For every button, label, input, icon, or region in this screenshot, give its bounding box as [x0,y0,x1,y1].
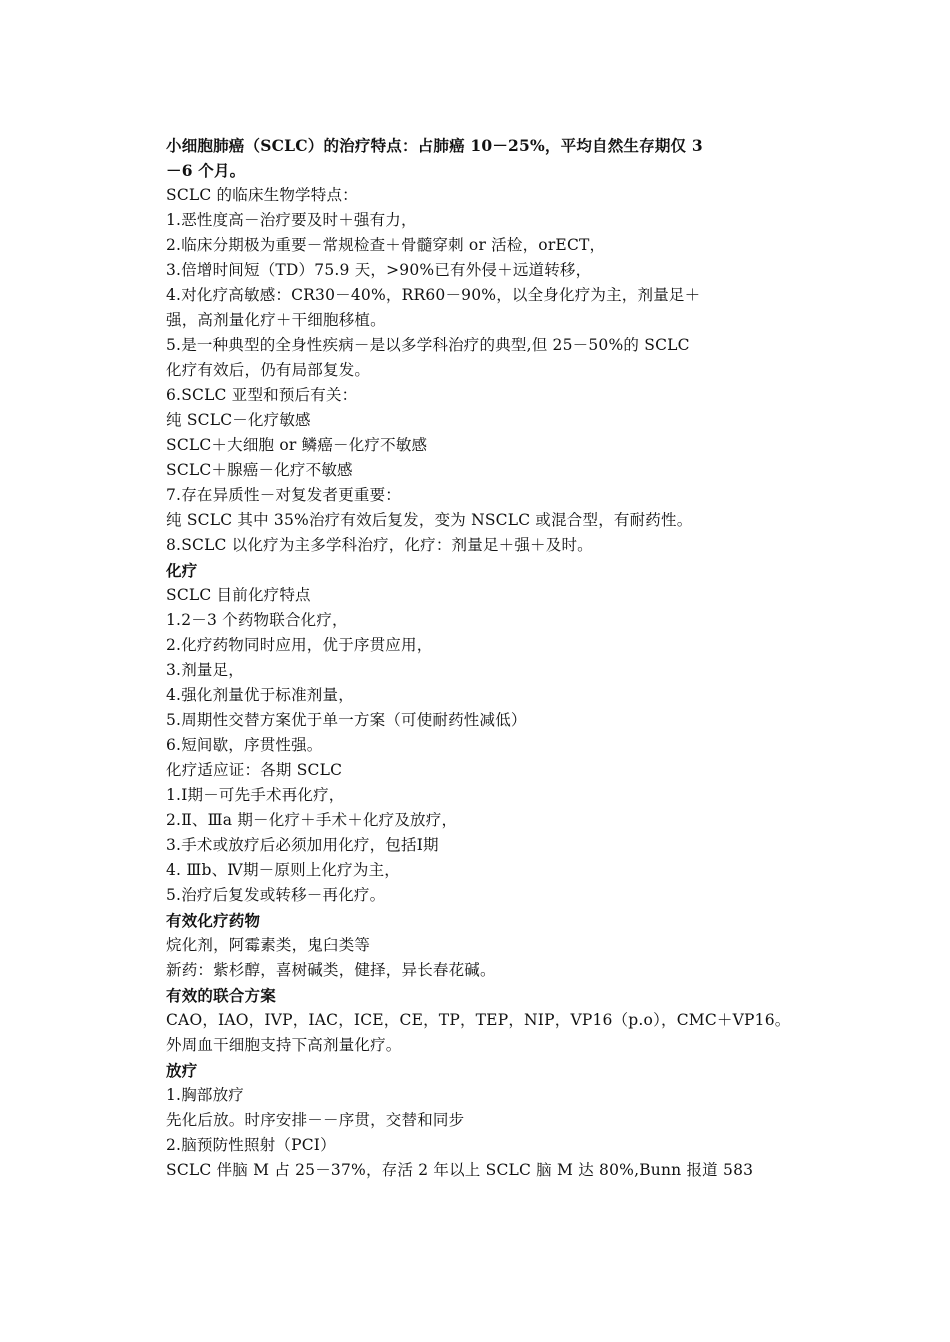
text-line: 强，高剂量化疗＋干细胞移植。 [166,311,386,329]
text-line: 6.SCLC 亚型和预后有关： [166,386,358,404]
text-line: 4. Ⅲb、Ⅳ期－原则上化疗为主， [166,861,400,879]
text-line: 2.临床分期极为重要－常规检查＋骨髓穿刺 or 活检，orECT， [166,236,606,254]
text-line: 4.强化剂量优于标准剂量， [166,686,354,704]
text-line: 新药：紫杉醇，喜树碱类，健择，异长春花碱。 [166,961,496,979]
text-line: 1.胸部放疗 [166,1086,244,1104]
text-line: 4.对化疗高敏感：CR30－40%，RR60－90%，以全身化疗为主，剂量足＋ [166,286,701,304]
text-line: SCLC 伴脑 M 占 25－37%，存活 2 年以上 SCLC 脑 M 达 80%,Bunn 报道 583 [166,1161,754,1179]
text-line: 8.SCLC 以化疗为主多学科治疗，化疗：剂量足＋强＋及时。 [166,536,593,554]
text-line: CAO，IAO，IVP，IAC，ICE，CE，TP，TEP，NIP，VP16（p.o），CMC＋VP16。 [166,1011,791,1029]
text-line: 小细胞肺癌（SCLC）的治疗特点：占肺癌 10－25%，平均自然生存期仅 3 [166,136,703,155]
text-line: 有效的联合方案 [166,986,276,1005]
text-line: 烷化剂，阿霉素类，鬼臼类等 [166,936,371,954]
text-line: SCLC＋大细胞 or 鳞癌－化疗不敏感 [166,436,428,454]
text-line: 2.化疗药物同时应用，优于序贯应用， [166,636,433,654]
text-line: 7.存在异质性－对复发者更重要： [166,486,401,504]
text-line: 化疗有效后，仍有局部复发。 [166,361,371,379]
text-line: 外周血干细胞支持下高剂量化疗。 [166,1036,402,1054]
text-line: 先化后放。时序安排－－序贯，交替和同步 [166,1111,465,1129]
text-line: SCLC＋腺癌－化疗不敏感 [166,461,353,479]
text-line: 3.手术或放疗后必须加用化疗，包括Ⅰ期 [166,836,439,854]
text-line: 5.是一种典型的全身性疾病－是以多学科治疗的典型,但 25－50%的 SCLC [166,336,690,354]
text-line: 6.短间歇，序贯性强。 [166,736,323,754]
text-line: 有效化疗药物 [166,911,261,930]
text-line: SCLC 目前化疗特点 [166,586,311,604]
text-line: 放疗 [166,1061,198,1080]
text-line: 化疗 [166,561,198,580]
text-line: －6 个月。 [166,161,246,180]
text-line: SCLC 的临床生物学特点： [166,186,358,204]
text-line: 纯 SCLC 其中 35%治疗有效后复发，变为 NSCLC 或混合型，有耐药性。 [166,511,693,529]
text-line: 3.倍增时间短（TD）75.9 天，>90%已有外侵＋远道转移， [166,261,592,279]
text-line: 5.治疗后复发或转移－再化疗。 [166,886,386,904]
document-body [166,133,791,1183]
text-line: 1.恶性度高－治疗要及时＋强有力， [166,211,417,229]
text-line: 1.2－3 个药物联合化疗， [166,611,348,629]
text-line: 2.Ⅱ、Ⅲa 期－化疗＋手术＋化疗及放疗， [166,811,458,829]
text-line: 纯 SCLC－化疗敏感 [166,411,311,429]
text-line: 3.剂量足， [166,661,244,679]
text-line: 5.周期性交替方案优于单一方案（可使耐药性减低） [166,711,527,729]
text-line: 化疗适应证：各期 SCLC [166,761,343,779]
text-line: 1.Ⅰ期－可先手术再化疗， [166,786,345,804]
text-line: 2.脑预防性照射（PCI） [166,1136,336,1154]
